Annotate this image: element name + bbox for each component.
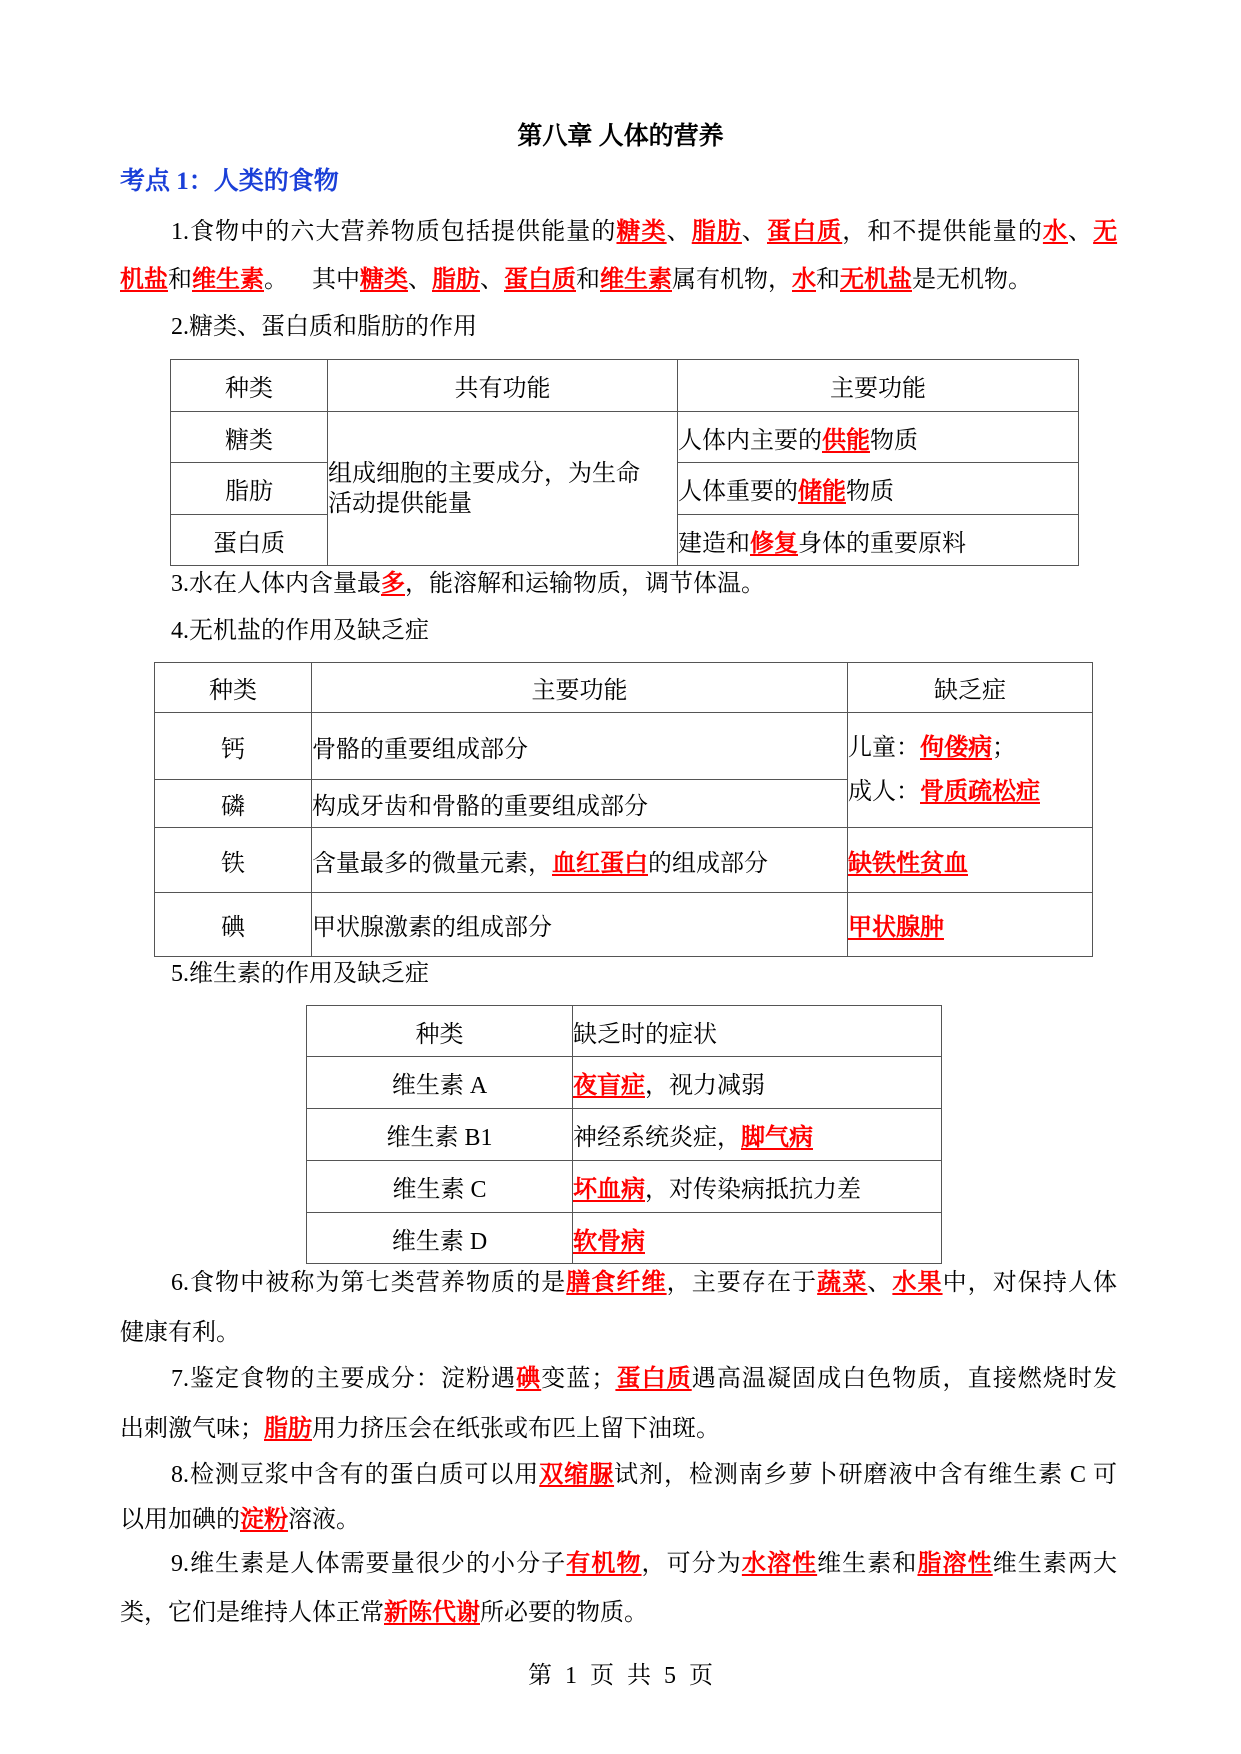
paragraph-3 <box>171 564 1117 604</box>
paragraph-4 <box>171 611 1117 651</box>
table-header-cell: 缺乏时的症状 <box>573 1006 942 1057</box>
text-run: 、 <box>666 219 692 245</box>
text-run: 人体内主要的 <box>678 427 822 454</box>
vitamin-kind-cell: 维生素 C <box>307 1161 573 1213</box>
main-function-cell <box>678 412 1079 463</box>
deficiency-line <box>848 770 1092 814</box>
text-run: 中，对保持人体 <box>942 1270 1118 1296</box>
text-run: 、 <box>1068 219 1094 245</box>
key-term: 储能 <box>798 479 846 505</box>
text-run: ，能溶解和运输物质，调节体温。 <box>405 571 765 597</box>
paragraph-9-line-2 <box>120 1593 1117 1633</box>
text-run: 骨骼的重要组成部分 <box>312 736 528 763</box>
symptom-cell <box>573 1057 942 1109</box>
vitamin-kind-cell: 维生素 B1 <box>307 1109 573 1161</box>
key-term: 甲状腺肿 <box>848 915 944 941</box>
text-run: 以用加碘的 <box>120 1507 240 1533</box>
key-term: 水果 <box>892 1270 943 1296</box>
mineral-function-cell <box>312 780 848 828</box>
key-term: 水溶性 <box>741 1551 818 1577</box>
text-run: 物质 <box>870 427 918 454</box>
paragraph-1-line-2 <box>120 260 1117 300</box>
key-term: 机盐 <box>120 267 168 293</box>
vitamin-deficiency-table <box>306 1005 942 1264</box>
mineral-function-table <box>154 662 1093 957</box>
paragraph-6-line-2 <box>120 1313 1117 1353</box>
text-run: ； <box>992 735 1016 761</box>
key-term: 碘 <box>516 1366 542 1392</box>
text-run: 遇高温凝固成白色物质，直接燃烧时发 <box>691 1366 1118 1392</box>
text-run: 2.糖类、蛋白质和脂肪的作用 <box>171 314 477 340</box>
key-term: 蛋白质 <box>767 219 843 245</box>
vitamin-kind-cell: 维生素 A <box>307 1057 573 1109</box>
text-run: ，可分为 <box>641 1551 742 1577</box>
text-run: 试剂，检测南乡萝卜研磨液中含有维生素 C 可 <box>614 1462 1117 1488</box>
key-term: 脂肪 <box>432 267 480 293</box>
key-term: 骨质疏松症 <box>920 779 1040 805</box>
key-term: 膳食纤维 <box>566 1270 667 1296</box>
key-term: 维生素 <box>192 267 264 293</box>
deficiency-cell <box>848 713 1093 828</box>
shared-function-cell <box>328 412 678 566</box>
main-function-cell <box>678 515 1079 566</box>
text-run: 含量最多的微量元素， <box>312 850 552 877</box>
text-run: 建造和 <box>678 530 750 557</box>
table-header-cell: 缺乏症 <box>848 663 1093 713</box>
text-run: 人体重要的 <box>678 479 798 505</box>
table-header-cell: 主要功能 <box>678 360 1079 412</box>
key-term: 水 <box>792 267 816 293</box>
mineral-kind-cell: 磷 <box>155 780 312 828</box>
symptom-cell <box>573 1161 942 1213</box>
shared-function-line: 组成细胞的主要成分，为生命 <box>328 460 640 487</box>
text-run: 9.维生素是人体需要量很少的小分子 <box>171 1551 567 1577</box>
key-term: 双缩脲 <box>539 1462 615 1488</box>
vitamin-kind-cell: 维生素 D <box>307 1213 573 1264</box>
text-run: 健康有利。 <box>120 1320 240 1346</box>
table-header-cell: 主要功能 <box>312 663 848 713</box>
symptom-cell <box>573 1109 942 1161</box>
key-term: 无机盐 <box>840 267 912 293</box>
paragraph-8-line-2 <box>120 1500 1117 1540</box>
text-run: 维生素和 <box>817 1551 918 1577</box>
key-term: 坏血病 <box>573 1177 645 1203</box>
mineral-kind-cell: 铁 <box>155 828 312 893</box>
mineral-function-cell <box>312 828 848 893</box>
text-run: 变蓝； <box>541 1366 616 1392</box>
text-run: 和 <box>816 267 840 293</box>
text-run: 物质 <box>846 479 894 505</box>
text-run: 1.食物中的六大营养物质包括提供能量的 <box>171 219 617 245</box>
text-run: 溶液。 <box>288 1507 360 1533</box>
text-run: ，视力减弱 <box>645 1073 765 1099</box>
text-run: 的组成部分 <box>648 850 768 877</box>
text-run: 、 <box>480 267 504 293</box>
key-term: 供能 <box>822 427 870 454</box>
text-run: 神经系统炎症， <box>573 1125 741 1151</box>
symptom-cell <box>573 1213 942 1264</box>
main-function-cell <box>678 463 1079 515</box>
key-term: 脂溶性 <box>917 1551 993 1577</box>
key-term: 水 <box>1042 219 1068 245</box>
text-run: ，和不提供能量的 <box>842 219 1043 245</box>
deficiency-cell <box>848 893 1093 957</box>
paragraph-8-line-1 <box>171 1455 1117 1495</box>
paragraph-7-line-2 <box>120 1409 1117 1449</box>
table-header-cell: 种类 <box>155 663 312 713</box>
text-run: 儿童： <box>848 735 920 761</box>
text-run: 、 <box>867 1270 893 1296</box>
key-term: 糖类 <box>616 219 667 245</box>
text-run: 所必要的物质。 <box>480 1600 648 1626</box>
text-run: ，主要存在于 <box>666 1270 818 1296</box>
text-run: 用力挤压会在纸张或布匹上留下油斑。 <box>312 1416 720 1442</box>
paragraph-9-line-1 <box>171 1544 1117 1584</box>
mineral-kind-cell: 碘 <box>155 893 312 957</box>
key-term: 多 <box>381 571 405 597</box>
key-term: 蔬菜 <box>817 1270 868 1296</box>
mineral-function-cell <box>312 713 848 780</box>
text-run: 。 其中 <box>264 267 360 293</box>
key-term: 血红蛋白 <box>552 850 648 877</box>
key-term: 有机物 <box>566 1551 642 1577</box>
text-run: 、 <box>408 267 432 293</box>
text-run: 3.水在人体内含量最 <box>171 571 381 597</box>
text-run: 甲状腺激素的组成部分 <box>312 915 552 941</box>
paragraph-7-line-1 <box>171 1359 1117 1399</box>
key-term: 新陈代谢 <box>384 1600 480 1626</box>
paragraph-1-line-1 <box>171 212 1117 252</box>
paragraph-2 <box>171 307 1117 347</box>
section-heading: 考点 1：人类的食物 <box>120 168 339 195</box>
key-term: 无 <box>1093 219 1118 245</box>
mineral-function-cell <box>312 893 848 957</box>
key-term: 蛋白质 <box>615 1366 692 1392</box>
key-term: 脂肪 <box>691 219 742 245</box>
text-run: 和 <box>168 267 192 293</box>
table-header-cell: 种类 <box>307 1006 573 1057</box>
key-term: 蛋白质 <box>504 267 576 293</box>
key-term: 夜盲症 <box>573 1073 645 1099</box>
key-term: 佝偻病 <box>920 735 992 761</box>
text-run: 8.检测豆浆中含有的蛋白质可以用 <box>171 1462 540 1488</box>
text-run: ，对传染病抵抗力差 <box>645 1177 861 1203</box>
text-run: 是无机物。 <box>912 267 1032 293</box>
key-term: 糖类 <box>360 267 408 293</box>
paragraph-5 <box>171 954 1117 994</box>
text-run: 4.无机盐的作用及缺乏症 <box>171 618 429 644</box>
nutrient-kind-cell: 糖类 <box>171 412 328 463</box>
macronutrient-function-table <box>170 359 1079 566</box>
text-run: 7.鉴定食物的主要成分：淀粉遇 <box>171 1366 517 1392</box>
key-term: 修复 <box>750 530 798 557</box>
text-run: 和 <box>576 267 600 293</box>
text-run: 属有机物， <box>672 267 792 293</box>
page-number-footer: 第 1 页 共 5 页 <box>528 1663 713 1689</box>
shared-function-line: 活动提供能量 <box>328 490 472 517</box>
key-term: 淀粉 <box>240 1507 288 1533</box>
text-run: 、 <box>741 219 767 245</box>
nutrient-kind-cell: 脂肪 <box>171 463 328 515</box>
key-term: 缺铁性贫血 <box>848 850 968 877</box>
deficiency-cell <box>848 828 1093 893</box>
key-term: 软骨病 <box>573 1228 645 1255</box>
nutrient-kind-cell: 蛋白质 <box>171 515 328 566</box>
key-term: 维生素 <box>600 267 672 293</box>
text-run: 5.维生素的作用及缺乏症 <box>171 961 429 987</box>
mineral-kind-cell: 钙 <box>155 713 312 780</box>
text-run: 类，它们是维持人体正常 <box>120 1600 384 1626</box>
key-term: 脂肪 <box>264 1416 312 1442</box>
text-run: 出刺激气味； <box>120 1416 264 1442</box>
deficiency-line <box>848 726 1092 770</box>
text-run: 成人： <box>848 779 920 805</box>
key-term: 脚气病 <box>741 1125 813 1151</box>
table-header-cell: 种类 <box>171 360 328 412</box>
chapter-title: 第八章 人体的营养 <box>517 123 724 150</box>
text-run: 6.食物中被称为第七类营养物质的是 <box>171 1270 567 1296</box>
text-run: 维生素两大 <box>992 1551 1118 1577</box>
paragraph-6-line-1 <box>171 1263 1117 1303</box>
text-run: 构成牙齿和骨骼的重要组成部分 <box>312 794 648 820</box>
table-header-cell: 共有功能 <box>328 360 678 412</box>
text-run: 身体的重要原料 <box>798 530 966 557</box>
